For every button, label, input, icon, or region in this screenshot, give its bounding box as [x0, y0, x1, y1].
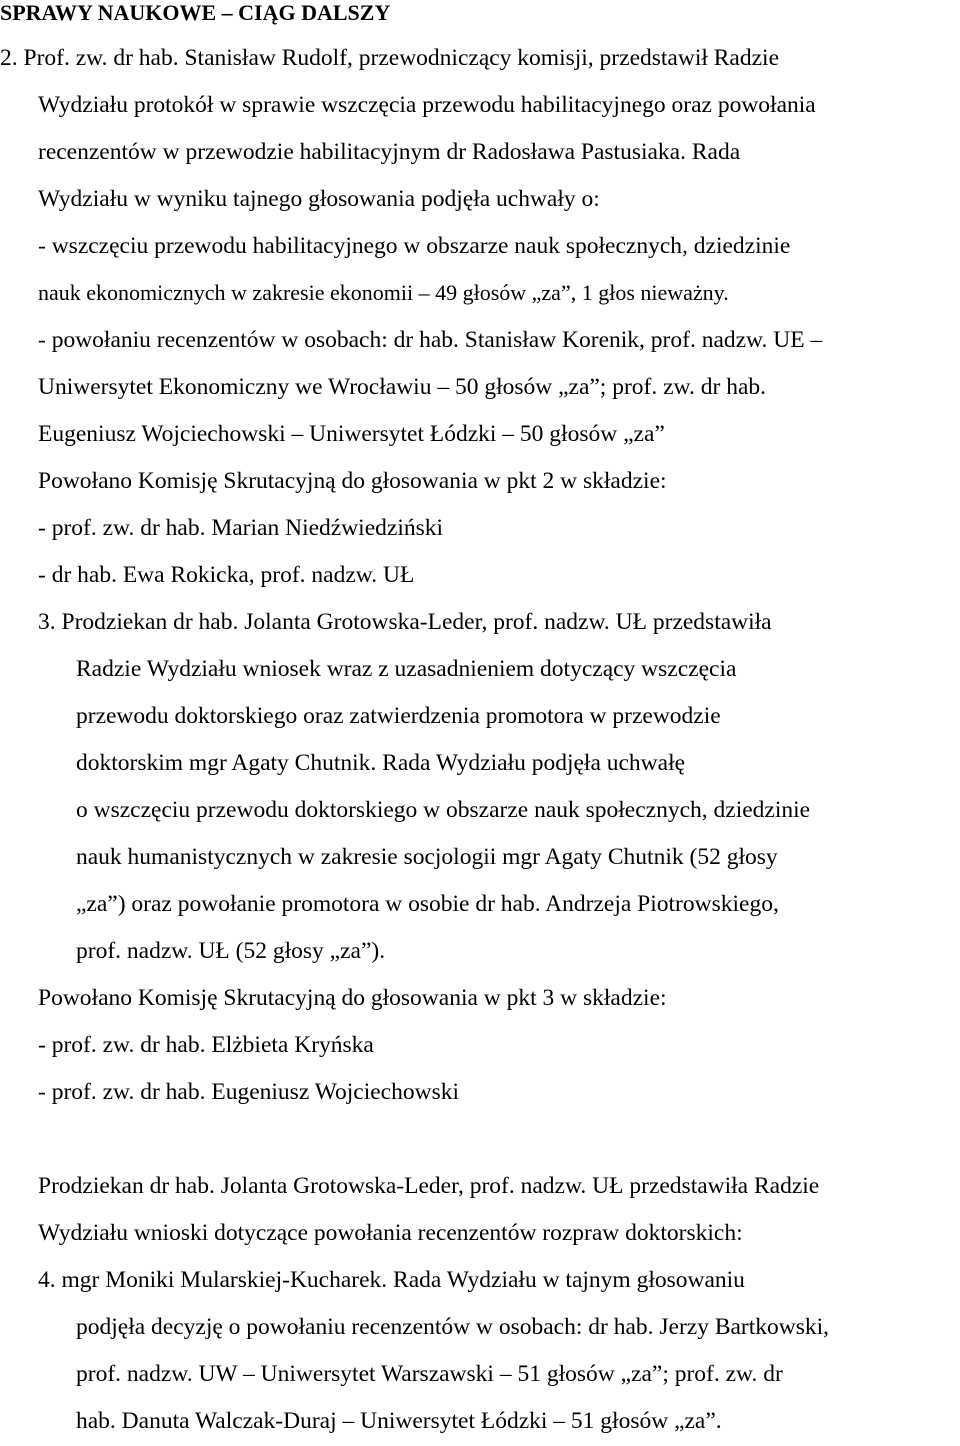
- intro-line-1: Prodziekan dr hab. Jolanta Grotowska-Leder, prof. nadzw. UŁ przedstawiła Radzie: [38, 1173, 820, 1199]
- item4-line-1: 4. mgr Moniki Mularskiej-Kucharek. Rada Wydziału w tajnym głosowaniu: [38, 1267, 745, 1293]
- item4-line-4: hab. Danuta Walczak-Duraj – Uniwersytet Łódzki – 51 głosów „za”.: [76, 1408, 722, 1434]
- item3-line-8: prof. nadzw. UŁ (52 głosy „za”).: [76, 938, 386, 964]
- item3-line-9: Powołano Komisję Skrutacyjną do głosowania w pkt 3 w składzie:: [38, 985, 667, 1011]
- item3-line-10: - prof. zw. dr hab. Elżbieta Kryńska: [38, 1032, 374, 1058]
- item3-line-11: - prof. zw. dr hab. Eugeniusz Wojciechowski: [38, 1079, 459, 1105]
- item3-line-2: Radzie Wydziału wniosek wraz z uzasadnieniem dotyczący wszczęcia: [76, 656, 737, 682]
- item2-line-4: Wydziału w wyniku tajnego głosowania podjęła uchwały o:: [38, 186, 600, 212]
- item4-line-3: prof. nadzw. UW – Uniwersytet Warszawski – 51 głosów „za”; prof. zw. dr: [76, 1361, 783, 1387]
- section-heading: SPRAWY NAUKOWE – CIĄG DALSZY: [0, 0, 391, 25]
- item3-line-6: nauk humanistycznych w zakresie socjologii mgr Agaty Chutnik (52 głosy: [76, 844, 778, 870]
- item2-line-11: - prof. zw. dr hab. Marian Niedźwiedziński: [38, 515, 444, 541]
- item2-line-10: Powołano Komisję Skrutacyjną do głosowania w pkt 2 w składzie:: [38, 468, 667, 494]
- item3-line-4: doktorskim mgr Agaty Chutnik. Rada Wydziału podjęła uchwałę: [76, 750, 686, 776]
- intro-line-2: Wydziału wnioski dotyczące powołania recenzentów rozpraw doktorskich:: [38, 1220, 743, 1246]
- item3-line-1: 3. Prodziekan dr hab. Jolanta Grotowska-Leder, prof. nadzw. UŁ przedstawiła: [38, 609, 772, 635]
- item2-line-7: - powołaniu recenzentów w osobach: dr hab. Stanisław Korenik, prof. nadzw. UE –: [38, 327, 823, 353]
- item4-line-2: podjęła decyzję o powołaniu recenzentów w osobach: dr hab. Jerzy Bartkowski,: [76, 1314, 830, 1340]
- item2-line-12: - dr hab. Ewa Rokicka, prof. nadzw. UŁ: [38, 562, 415, 588]
- item3-line-7: „za”) oraz powołanie promotora w osobie dr hab. Andrzeja Piotrowskiego,: [76, 891, 779, 917]
- item2-line-3: recenzentów w przewodzie habilitacyjnym dr Radosława Pastusiaka. Rada: [38, 139, 741, 165]
- item2-line-1: 2. Prof. zw. dr hab. Stanisław Rudolf, przewodniczący komisji, przedstawił Radzie: [0, 45, 779, 71]
- item2-line-6: nauk ekonomicznych w zakresie ekonomii – 49 głosów „za”, 1 głos nieważny.: [38, 280, 729, 305]
- item2-line-5: - wszczęciu przewodu habilitacyjnego w obszarze nauk społecznych, dziedzinie: [38, 233, 791, 259]
- item2-line-2: Wydziału protokół w sprawie wszczęcia przewodu habilitacyjnego oraz powołania: [38, 92, 816, 118]
- item3-line-5: o wszczęciu przewodu doktorskiego w obszarze nauk społecznych, dziedzinie: [76, 797, 811, 823]
- item3-line-3: przewodu doktorskiego oraz zatwierdzenia promotora w przewodzie: [76, 703, 721, 729]
- item2-line-9: Eugeniusz Wojciechowski – Uniwersytet Łódzki – 50 głosów „za”: [38, 421, 665, 447]
- item2-line-8: Uniwersytet Ekonomiczny we Wrocławiu – 50 głosów „za”; prof. zw. dr hab.: [38, 374, 766, 400]
